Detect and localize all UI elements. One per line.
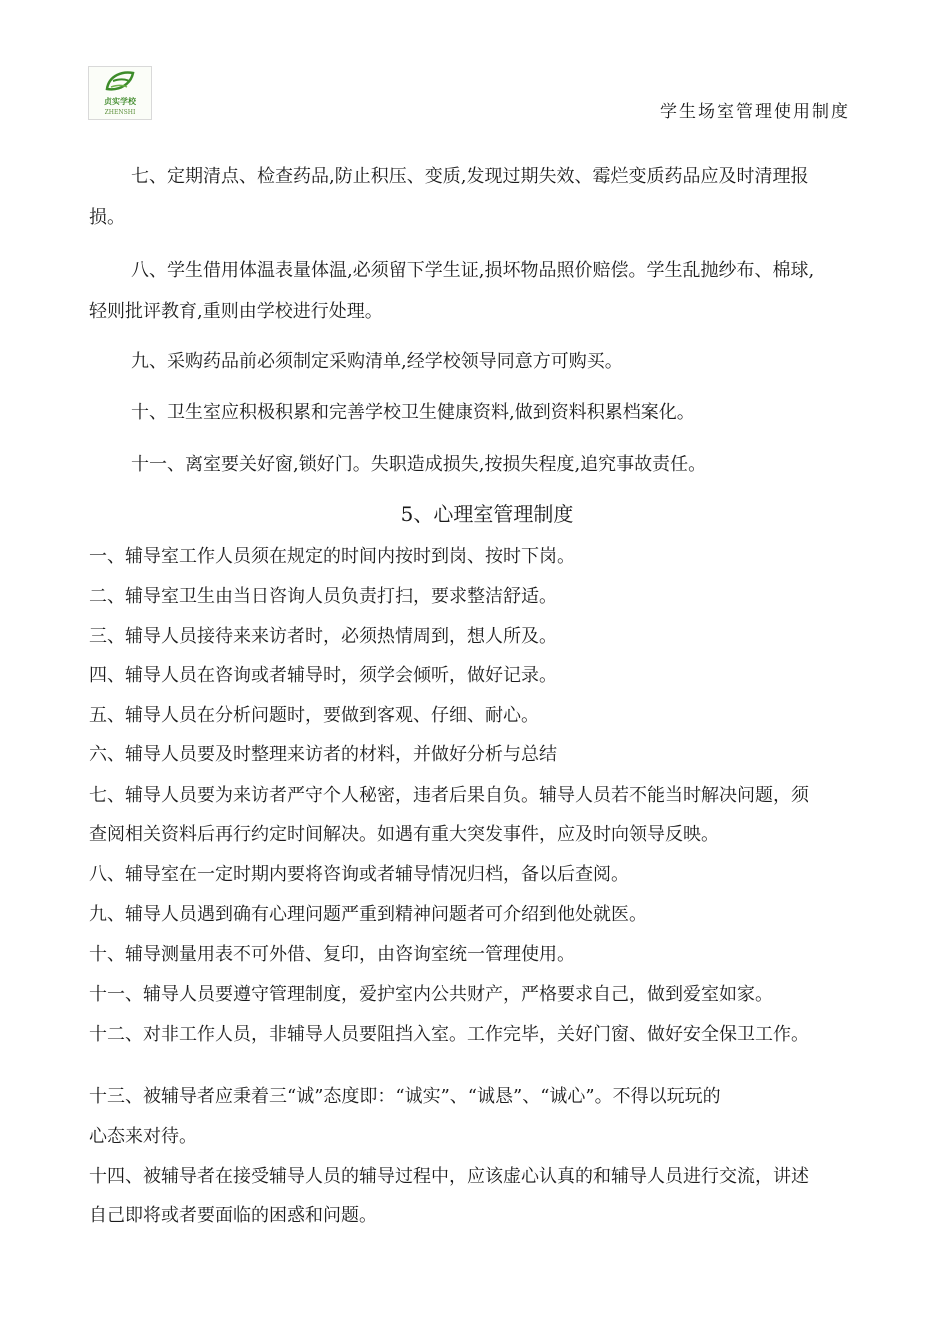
rule-line: 心态来对待。 [89, 1126, 197, 1147]
rule-line: 八、学生借用体温表量体温,必须留下学生证,损坏物品照价赔偿。学生乱抛纱布、棉球, [131, 260, 815, 281]
rule-line: 七、定期清点、检查药品,防止积压、变质,发现过期失效、霉烂变质药品应及时清理报 [131, 166, 809, 187]
rule-line: 十、卫生室应积极积累和完善学校卫生健康资料,做到资料积累档案化。 [131, 402, 695, 423]
rule-line: 十一、离室要关好窗,锁好门。失职造成损失,按损失程度,追究事故责任。 [131, 454, 707, 475]
rule-line: 九、采购药品前必须制定采购清单,经学校领导同意方可购买。 [131, 351, 623, 372]
rule-line: 十、辅导测量用表不可外借、复印，由咨询室统一管理使用。 [89, 944, 575, 965]
rule-line: 查阅相关资料后再行约定时间解决。如遇有重大突发事件，应及时向领导反映。 [89, 824, 719, 845]
logo-subtext: ZHENSHI [104, 109, 136, 116]
rule-line: 损。 [89, 207, 125, 228]
rule-line: 七、辅导人员要为来访者严守个人秘密，违者后果自负。辅导人员若不能当时解决问题，须 [89, 785, 809, 806]
rule-line: 一、辅导室工作人员须在规定的时间内按时到岗、按时下岗。 [89, 546, 575, 567]
rule-line: 十一、辅导人员要遵守管理制度，爱护室内公共财产，严格要求自己，做到爱室如家。 [89, 984, 773, 1005]
rule-line: 十四、被辅导者在接受辅导人员的辅导过程中，应该虚心认真的和辅导人员进行交流，讲述 [89, 1166, 809, 1187]
rule-line: 十三、被辅导者应秉着三“诚”态度即：“诚实”、“诚恳”、“诚心”。不得以玩玩的 [89, 1086, 721, 1107]
rule-line: 十二、对非工作人员，非辅导人员要阻挡入室。工作完毕，关好门窗、做好安全保卫工作。 [89, 1024, 809, 1045]
section-title: 5、心理室管理制度 [400, 502, 574, 526]
rule-line: 自己即将或者要面临的困惑和问题。 [89, 1205, 377, 1226]
rule-line: 五、辅导人员在分析问题时，要做到客观、仔细、耐心。 [89, 705, 539, 726]
leaf-logo-icon [89, 67, 151, 97]
school-logo [88, 66, 152, 120]
rule-line: 二、辅导室卫生由当日咨询人员负责打扫，要求整洁舒适。 [89, 586, 557, 607]
rule-line: 轻则批评教育,重则由学校进行处理。 [89, 301, 383, 322]
rule-line: 三、辅导人员接待来来访者时，必须热情周到，想人所及。 [89, 626, 557, 647]
rule-line: 六、辅导人员要及时整理来访者的材料，并做好分析与总结 [89, 744, 557, 765]
logo-text: 贞实学校 [104, 96, 136, 106]
header-title: 学生场室管理使用制度 [660, 102, 850, 122]
rule-line: 八、辅导室在一定时期内要将咨询或者辅导情况归档，备以后查阅。 [89, 864, 629, 885]
rule-line: 四、辅导人员在咨询或者辅导时，须学会倾听，做好记录。 [89, 665, 557, 686]
rule-line: 九、辅导人员遇到确有心理问题严重到精神问题者可介绍到他处就医。 [89, 904, 647, 925]
